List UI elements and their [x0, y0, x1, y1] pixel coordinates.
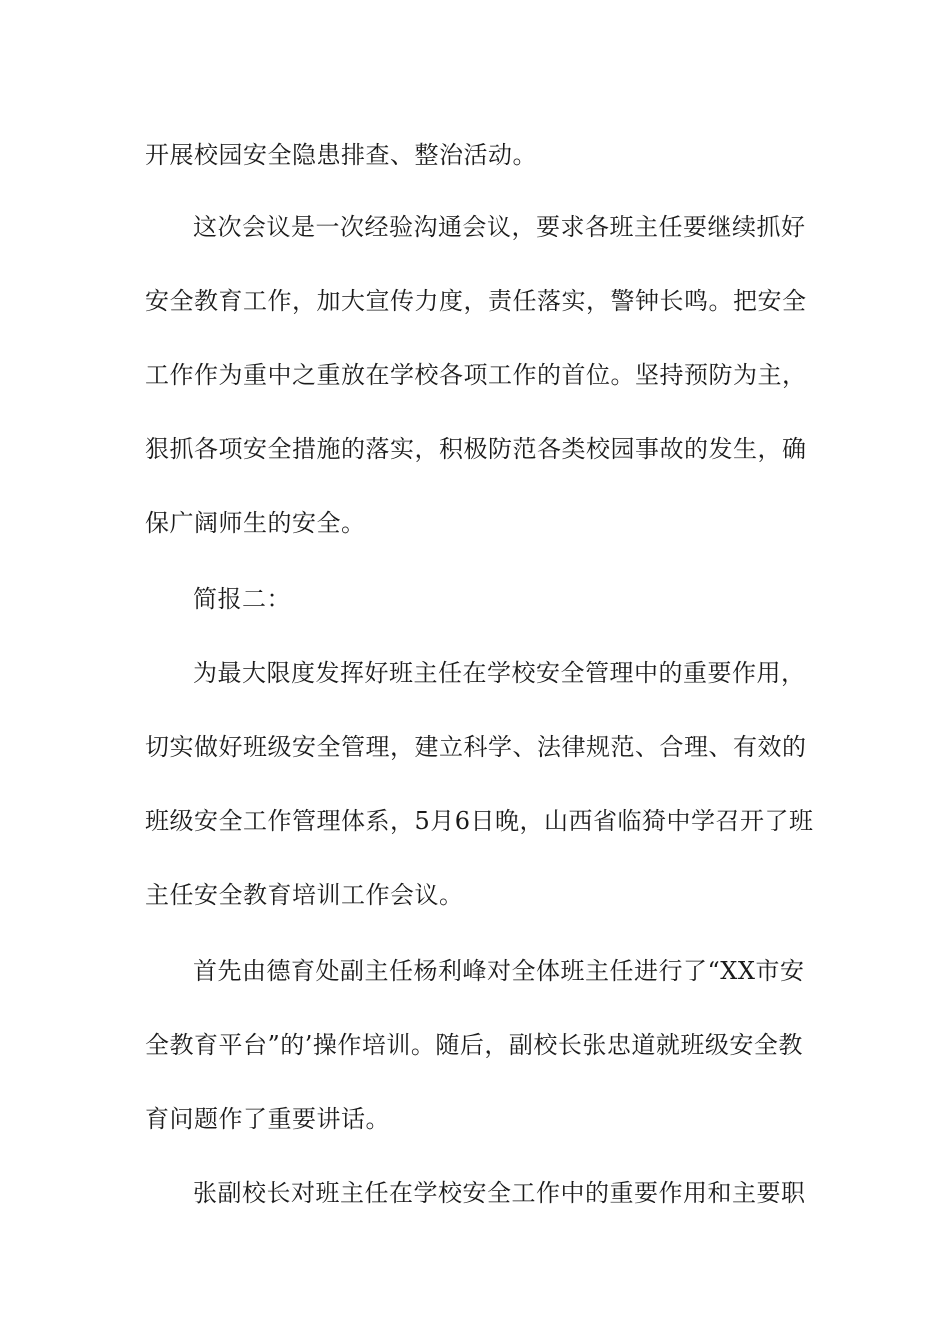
text-line-5: 狠抓各项安全措施的落实，积极防范各类校园事故的发生，确: [145, 435, 807, 463]
text-line-7: 简报二：: [193, 585, 291, 613]
text-line-13: 全教育平台”的’操作培训。随后，副校长张忠道就班级安全教: [145, 1031, 803, 1059]
text-line-1: 开展校园安全隐患排查、整治活动。: [145, 141, 537, 169]
text-line-3: 安全教育工作，加大宣传力度，责任落实，警钟长鸣。把安全: [145, 287, 807, 315]
text-line-12: 首先由德育处副主任杨利峰对全体班主任进行了“XX市安: [193, 957, 805, 985]
text-line-9: 切实做好班级安全管理，建立科学、法律规范、合理、有效的: [145, 733, 807, 761]
text-line-15: 张副校长对班主任在学校安全工作中的重要作用和主要职: [193, 1179, 806, 1207]
text-line-10: 班级安全工作管理体系，5月6日晚，山西省临猗中学召开了班: [145, 807, 814, 835]
text-line-11: 主任安全教育培训工作会议。: [145, 881, 464, 909]
text-line-2: 这次会议是一次经验沟通会议，要求各班主任要继续抓好: [193, 213, 806, 241]
text-line-8: 为最大限度发挥好班主任在学校安全管理中的重要作用，: [193, 659, 806, 687]
text-line-14: 育问题作了重要讲话。: [145, 1105, 390, 1133]
text-line-6: 保广阔师生的安全。: [145, 509, 366, 537]
text-line-4: 工作作为重中之重放在学校各项工作的首位。坚持预防为主，: [145, 361, 807, 389]
